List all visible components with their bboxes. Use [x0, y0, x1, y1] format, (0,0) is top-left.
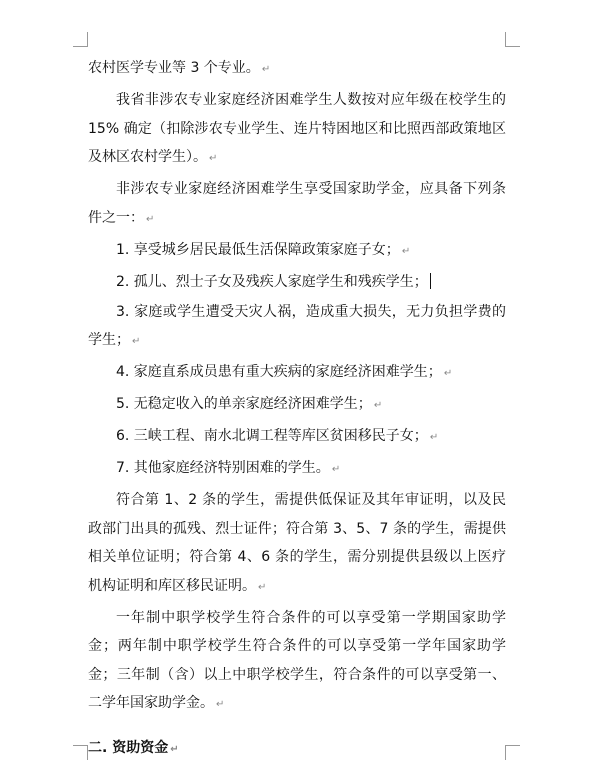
paragraph: 农村医学专业等 3 个专业。 ↵ — [88, 60, 271, 76]
paragraph: 非涉农专业家庭经济困难学生享受国家助学金，应具备下列条件之一： ↵ — [88, 181, 506, 226]
section-heading: 二. 资助资金 ↵ — [88, 739, 179, 756]
list-item: 3. 家庭或学生遭受天灾人祸，造成重大损失，无力负担学费的学生； ↵ — [88, 303, 506, 348]
list-item: 5. 无稳定收入的单亲家庭经济困难学生； ↵ — [116, 396, 383, 412]
document-body[interactable] — [88, 54, 506, 765]
margin-corner-top-left — [73, 32, 88, 47]
list-item: 4. 家庭直系成员患有重大疾病的家庭经济困难学生； ↵ — [116, 364, 453, 380]
paragraph: 我省非涉农专业家庭经济困难学生人数按对应年级在校学生的 15% 确定（扣除涉农专业学生、连片特困地区和比照西部政策地区及林区农村学生）。 ↵ — [88, 92, 506, 165]
list-item: 6. 三峡工程、南水北调工程等库区贫困移民子女； ↵ — [116, 428, 439, 444]
list-item: 7. 其他家庭经济特别困难的学生。 ↵ — [116, 460, 341, 476]
paragraph: 符合第 1、2 条的学生，需提供低保证及其年审证明，以及民政部门出具的孤残、烈士证件；符合第 3、5、7 条的学生，需提供相关单位证明；符合第 4、6 条的学生，需分别提供县级以上医疗机构证明和库区移民证明。 ↵ — [88, 492, 506, 594]
list-item: 2. 孤儿、烈士子女及残疾人家庭学生和残疾学生； — [88, 268, 506, 297]
paragraph: 一年制中职学校学生符合条件的可以享受第一学期国家助学金；两年制中职学校学生符合条件的可以享受第一学年国家助学金；三年制（含）以上中职学校学生，符合条件的可以享受第一、二学年国家助学金。 ↵ — [88, 609, 506, 711]
text-cursor — [430, 273, 431, 289]
list-item: 1. 享受城乡居民最低生活保障政策家庭子女； ↵ — [116, 241, 411, 258]
margin-corner-top-right — [505, 32, 520, 47]
margin-corner-bottom-right — [505, 745, 520, 760]
margin-corner-bottom-left — [73, 745, 88, 760]
